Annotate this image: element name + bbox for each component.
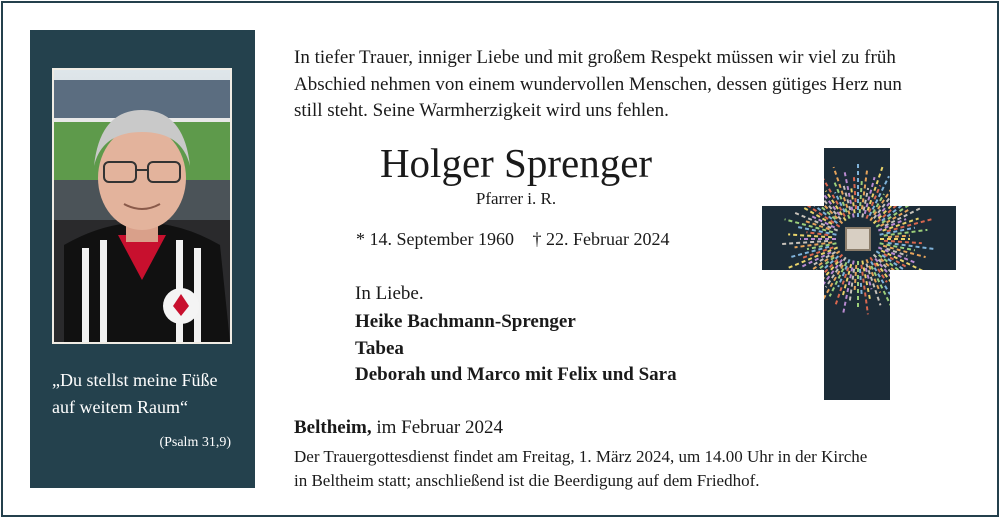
- death-date: † 22. Februar 2024: [532, 229, 670, 249]
- intro-line-2: Abschied nehmen von einem wundervollen Menschen, dessen gütiges Herz nun: [294, 73, 902, 95]
- bible-quote: [52, 367, 242, 421]
- mourners-list: [355, 309, 677, 389]
- quote-line-1: „Du stellst meine Füße: [52, 370, 218, 390]
- service-line-2: in Beltheim statt; anschließend ist die Beerdigung auf dem Friedhof.: [294, 470, 760, 490]
- deceased-title: Pfarrer i. R.: [475, 189, 557, 208]
- place-date-line: [294, 417, 503, 439]
- mourner-line-3: Deborah und Marco mit Felix und Sara: [355, 364, 677, 385]
- sidebar-panel: [30, 30, 255, 488]
- deceased-name: Holger Sprenger: [379, 140, 653, 186]
- service-info: [294, 445, 944, 492]
- intro-text: [294, 45, 974, 125]
- life-dates: [356, 229, 669, 250]
- quote-source: (Psalm 31,9): [159, 435, 231, 450]
- service-line-1: Der Trauergottesdienst findet am Freitag, 1. März 2024, um 14.00 Uhr in der Kirche: [294, 447, 868, 466]
- cross-icon: [762, 146, 958, 402]
- place-name: Beltheim,: [294, 417, 372, 438]
- quote-line-2: auf weitem Raum“: [52, 397, 188, 417]
- mourner-line-1: Heike Bachmann-Sprenger: [355, 311, 576, 332]
- mourner-line-2: Tabea: [355, 337, 404, 359]
- intro-line-3: still steht. Seine Warmherzigkeit wird uns fehlen.: [294, 100, 669, 121]
- intro-line-1: In tiefer Trauer, inniger Liebe und mit großem Respekt müssen wir viel zu früh: [294, 47, 896, 68]
- portrait-photo: [52, 68, 232, 344]
- notice-date: im Februar 2024: [376, 417, 503, 438]
- birth-date: * 14. September 1960: [356, 229, 514, 249]
- in-love-label: In Liebe.: [355, 283, 424, 304]
